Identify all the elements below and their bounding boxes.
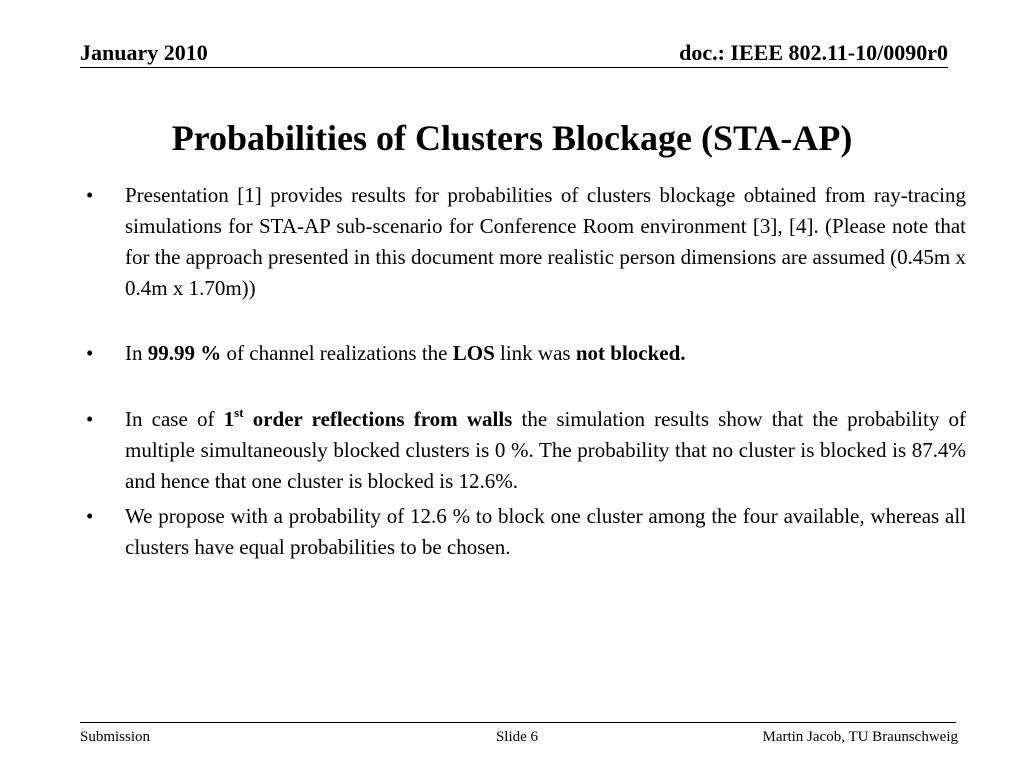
bullet-text-part: link was — [494, 341, 576, 365]
bullet-text: Presentation [1] provides results for probabilities of clusters blockage obtained from ray-tracing simulations for STA-AP sub-scenario for Conference Room environment [3], [4]. (Please note that for the approach presented in this document more realistic person dimensions are assumed (0.45m x 0.4m x 1.70m)) — [125, 183, 966, 300]
bullet-marker: • — [86, 341, 94, 365]
bullet-emphasis-ordinal-suffix: st — [234, 405, 244, 420]
bullet-text-part: of channel realizations the — [221, 341, 453, 365]
bullet-emphasis-not-blocked: not blocked. — [575, 341, 686, 365]
bullet-marker: • — [86, 504, 94, 528]
header-divider — [80, 67, 948, 68]
footer-slide-number: Slide 6 — [495, 729, 539, 745]
bullet-marker: • — [86, 407, 94, 431]
footer-divider — [80, 722, 956, 723]
bullet-text: We propose with a probability of 12.6 % to block one cluster among the four available, whereas all clusters have equal probabilities to be chosen. — [125, 504, 966, 559]
bullet-text-part: In — [125, 341, 148, 365]
bullet-list — [85, 180, 966, 563]
bullet-text-part: In case of — [125, 407, 224, 431]
header-doc-id: doc.: IEEE 802.11-10/0090r0 — [679, 40, 948, 65]
bullet-emphasis-order-number: 1 — [223, 407, 235, 431]
bullet-text-part: the simulation results show that the probability of multiple simultaneously blocked clusters is 0 %. The probability that no cluster is blocked is 87.4% and hence that one cluster is blocked is 12.6%. — [125, 407, 967, 493]
footer-author: Martin Jacob, TU Braunschweig — [762, 729, 958, 745]
footer-submission: Submission — [80, 729, 151, 745]
bullet-emphasis-los: LOS — [452, 341, 495, 365]
bullet-emphasis-percentage: 99.99 % — [147, 341, 222, 365]
bullet-item-los — [85, 338, 966, 369]
bullet-marker: • — [86, 183, 94, 207]
bullet-item-presentation — [85, 180, 966, 304]
header-date: January 2010 — [80, 40, 208, 65]
slide-title: Probabilities of Clusters Blockage (STA-AP) — [171, 118, 853, 158]
bullet-item-proposal — [85, 501, 966, 563]
bullet-emphasis-reflections: order reflections from walls — [243, 407, 513, 431]
bullet-item-first-order — [85, 404, 966, 497]
